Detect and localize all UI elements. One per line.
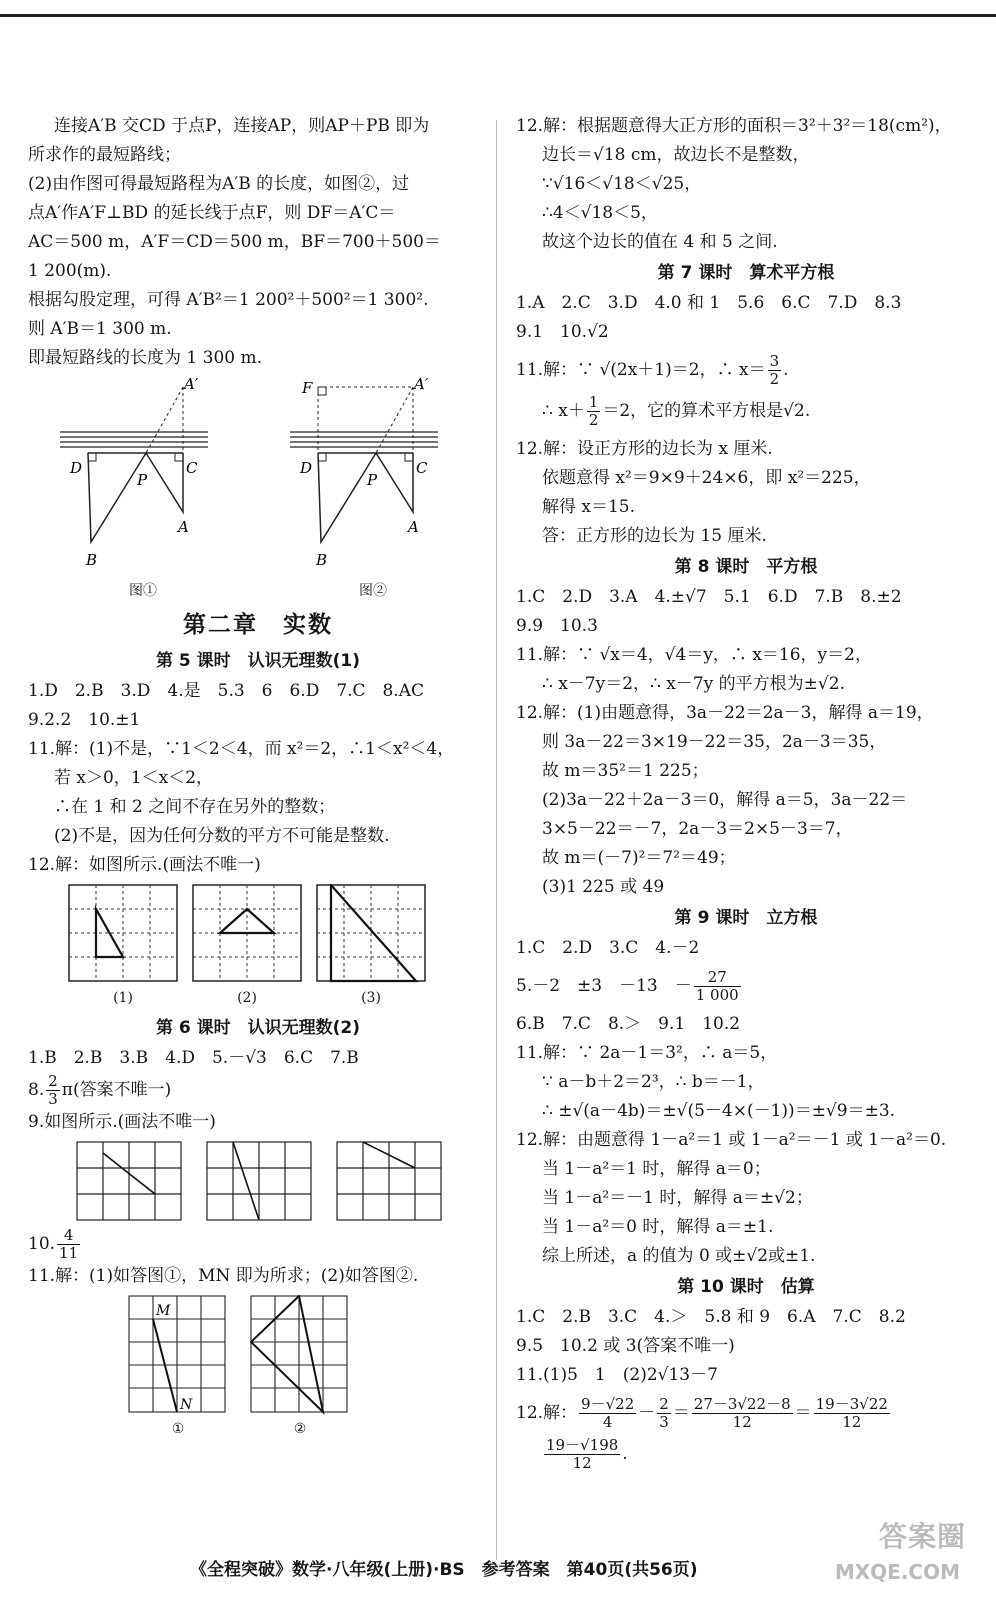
figure-caption: 图② (359, 583, 387, 599)
fraction (544, 1437, 620, 1472)
grid-figures-lesson6 (28, 1137, 488, 1227)
river-diagram-1 (58, 377, 228, 577)
answer-text: π(答案不唯一) (61, 1080, 172, 1100)
answer-line: 故这个边长的值在 4 和 5 之间. (542, 232, 778, 252)
label-M: M (156, 1303, 171, 1319)
lesson-title: 第 10 课时 估算 (677, 1277, 815, 1297)
answer-line: 若 x＞0，1＜x＜2， (54, 768, 214, 788)
grid-figure (68, 884, 178, 1008)
right-column (516, 112, 976, 1472)
fraction-denominator: 12 (572, 1454, 592, 1472)
grid-diagram-6 (336, 1141, 446, 1223)
label-B: B (86, 551, 98, 569)
answer-line: 故 m＝(－7)²＝7²＝49； (542, 848, 736, 868)
text-line: 连接A′B 交CD 于点P，连接AP，则AP＋PB 即为 (54, 116, 430, 136)
answer-line: 12.解：如图所示.(画法不唯一) (28, 855, 261, 875)
answer-line: 1.C 2.D 3.C 4.－2 (516, 938, 700, 958)
answer-line: 依题意得 x²＝9×9＋24×6，即 x²＝225， (542, 468, 871, 488)
lesson-title: 第 5 课时 认识无理数(1) (155, 651, 361, 671)
fraction-denominator: 11 (59, 1244, 79, 1262)
answer-line: ∴ ±√(a－4b)＝±√(5－4×(－1))＝±√9＝±3. (542, 1101, 896, 1121)
answer-line: 综上所述，a 的值为 0 或±√2或±1. (542, 1246, 816, 1266)
operator: ＝ (794, 1403, 812, 1423)
label-A-prime: A′ (184, 377, 199, 393)
answer-number: 8. (28, 1080, 45, 1100)
answer-line: 12.解：根据题意得大正方形的面积＝3²＋3²＝18(cm²)， (516, 116, 952, 136)
answer-line: (3)1 225 或 49 (542, 877, 665, 897)
fraction-numerator: 27 (694, 969, 741, 987)
fraction-numerator: 19－√198 (546, 1436, 619, 1454)
fraction (657, 1396, 671, 1431)
fraction (768, 353, 782, 388)
fraction-numerator: 2 (659, 1395, 669, 1413)
answer-line: ∵√16＜√18＜√25， (542, 174, 702, 194)
fraction-denominator: 2 (588, 411, 599, 429)
grid-caption: ① (171, 1421, 185, 1437)
fraction (57, 1227, 80, 1262)
figure-1 (58, 377, 228, 601)
fraction-denominator: 2 (769, 370, 780, 388)
fraction-numerator: 9－√22 (581, 1395, 635, 1413)
answer-line (28, 1227, 488, 1262)
grid-diagram-2 (192, 884, 302, 984)
label-P: P (137, 471, 148, 489)
fraction-denominator: 12 (842, 1413, 862, 1431)
answer-line: 答：正方形的边长为 15 厘米. (542, 526, 767, 546)
label-P: P (367, 471, 378, 489)
fraction-numerator: 4 (57, 1227, 80, 1245)
answer-text: ＝2，它的算术平方根是√2. (602, 401, 811, 421)
text-line: (2)由作图可得最短路程为A′B 的长度，如图②，过 (28, 174, 410, 194)
top-rule (0, 14, 996, 17)
grid-caption: (1) (113, 990, 133, 1006)
fraction-numerator: 19－3√22 (815, 1395, 888, 1413)
fraction (694, 969, 741, 1004)
answer-line: 12.解：由题意得 1－a²＝1 或 1－a²＝－1 或 1－a²＝0. (516, 1130, 947, 1150)
grid-figures-answer (28, 1291, 488, 1443)
answer-line: ∵ a－b＋2＝2³，∴ b＝－1， (542, 1072, 765, 1092)
grid-caption: (2) (237, 990, 257, 1006)
grid-diagram-5 (206, 1141, 316, 1223)
label-C: C (416, 459, 428, 477)
fraction-denominator: 3 (48, 1090, 58, 1108)
grid-diagram-triangle (250, 1295, 350, 1415)
operator: ＝ (672, 1403, 690, 1423)
answer-line: 9.1 10.√2 (516, 322, 609, 342)
text-line: 所求作的最短路线； (28, 145, 181, 165)
text-line: 即最短路线的长度为 1 300 m. (28, 348, 262, 368)
lesson-title: 第 9 课时 立方根 (674, 908, 818, 928)
grid-figure (316, 884, 426, 1008)
grid-caption: ② (293, 1421, 307, 1437)
fraction (814, 1396, 890, 1431)
answer-text: . (622, 1444, 628, 1464)
answer-line: 11.(1)5 1 (2)2√13－7 (516, 1365, 718, 1385)
answer-line (28, 1073, 488, 1108)
answer-line: (2)不是，因为任何分数的平方不可能是整数. (54, 826, 390, 846)
answer-line: 11.解：∵ 2a－1＝3²，∴ a＝5， (516, 1043, 778, 1063)
grid-diagram-3 (316, 884, 426, 984)
answer-line: 12.解：(1)由题意得，3a－22＝2a－3，解得 a＝19， (516, 703, 934, 723)
text-line: 1 200(m). (28, 261, 112, 281)
operator: － (638, 1403, 656, 1423)
grid-figure (128, 1295, 228, 1439)
answer-line: 边长＝√18 cm，故边长不是整数， (542, 145, 810, 165)
grid-figures-lesson5 (28, 880, 488, 1012)
page-footer: 《全程突破》数学·八年级(上册)·BS 参考答案 第40页(共56页) (190, 1560, 698, 1580)
fraction (692, 1396, 793, 1431)
answer-number: 10. (28, 1234, 56, 1254)
label-A: A (178, 518, 189, 536)
answer-line: 当 1－a²＝1 时，解得 a＝0； (542, 1159, 771, 1179)
label-D: D (70, 459, 83, 477)
answer-line: 9.如图所示.(画法不唯一) (28, 1112, 216, 1132)
answer-line (516, 1437, 976, 1472)
grid-diagram-4 (76, 1141, 186, 1223)
answer-line: ∴ x－7y＝2，∴ x－7y 的平方根为±√2. (542, 674, 845, 694)
answer-line: 当 1－a²＝－1 时，解得 a＝±√2； (542, 1188, 813, 1208)
lesson-title: 第 8 课时 平方根 (674, 557, 818, 577)
answer-line: 故 m＝35²＝1 225； (542, 761, 709, 781)
answer-line: 1.C 2.B 3.C 4.＞ 5.8 和 9 6.A 7.C 8.2 (516, 1307, 906, 1327)
fraction (579, 1396, 636, 1431)
answer-line: 9.9 10.3 (516, 616, 598, 636)
answer-text: 5.－2 ±3 －13 － (516, 976, 692, 996)
answer-line (516, 969, 976, 1004)
text-line: 点A′作A′F⊥BD 的延长线于点F，则 DF＝A′C＝ (28, 203, 396, 223)
answer-text: 12.解： (516, 1403, 578, 1423)
grid-figure (192, 884, 302, 1008)
label-F: F (302, 379, 313, 397)
label-D: D (300, 459, 313, 477)
watermark-url: MXQE.COM (834, 1560, 960, 1584)
lesson-title: 第 7 课时 算术平方根 (657, 263, 835, 283)
label-A-prime: A′ (414, 377, 429, 393)
answer-line: 1.B 2.B 3.B 4.D 5.－√3 6.C 7.B (28, 1048, 359, 1068)
answer-text: ∴ x＋ (542, 401, 585, 421)
answer-line: 解得 x＝15. (542, 497, 636, 517)
answer-line: 1.A 2.C 3.D 4.0 和 1 5.6 6.C 7.D 8.3 (516, 293, 902, 313)
answer-line: 11.解：(1)如答图①，MN 即为所求；(2)如答图②. (28, 1266, 419, 1286)
fraction-numerator: 3 (769, 352, 780, 370)
answer-line: 11.解：∵ √(2x＋1)＝2，∴ x＝ $\frac{3}{2}$ . (516, 352, 789, 388)
answer-line (516, 394, 976, 429)
fraction-denominator: 1 000 (695, 986, 739, 1004)
answer-line: 1.C 2.D 3.A 4.±√7 5.1 6.D 7.B 8.±2 (516, 587, 902, 607)
column-divider (496, 120, 497, 1560)
answer-line: ∴在 1 和 2 之间不存在另外的整数； (54, 797, 336, 817)
figure-caption: 图① (129, 583, 157, 599)
answer-line: ∴4＜√18＜5， (542, 203, 658, 223)
fraction-denominator: 12 (732, 1413, 752, 1431)
fraction-numerator: 1 (588, 393, 599, 411)
fraction-denominator: 3 (659, 1413, 669, 1431)
figure-2 (288, 377, 458, 601)
grid-diagram-mn (128, 1295, 228, 1415)
answer-line (516, 1396, 976, 1431)
fraction (46, 1073, 60, 1108)
grid-figure (250, 1295, 350, 1439)
answer-line: 9.2.2 10.±1 (28, 710, 141, 730)
label-B: B (316, 551, 328, 569)
label-C: C (186, 459, 198, 477)
river-figures (28, 373, 488, 605)
label-N: N (180, 1397, 193, 1413)
text-line: 根据勾股定理，可得 A′B²＝1 200²＋500²＝1 300². (28, 290, 429, 310)
lesson-title: 第 6 课时 认识无理数(2) (155, 1018, 361, 1038)
river-diagram-2 (288, 377, 458, 577)
answer-line: 6.B 7.C 8.＞ 9.1 10.2 (516, 1014, 741, 1034)
left-column (28, 112, 488, 1443)
answer-line: 11.解：(1)不是，∵1＜2＜4，而 x²＝2，∴1＜x²＜4， (28, 739, 455, 759)
answer-line: 1.D 2.B 3.D 4.是 5.3 6 6.D 7.C 8.AC (28, 681, 425, 701)
grid-caption: (3) (361, 990, 381, 1006)
answer-line: 则 3a－22＝3×19－22＝35，2a－3＝35， (542, 732, 887, 752)
fraction (587, 394, 601, 429)
label-A: A (408, 518, 419, 536)
fraction-denominator: 4 (602, 1413, 613, 1431)
answer-line: 9.5 10.2 或 3(答案不唯一) (516, 1336, 735, 1356)
chapter-title: 第二章 实数 (183, 612, 333, 638)
text-line: 则 A′B＝1 300 m. (28, 319, 172, 339)
answer-line: (2)3a－22＋2a－3＝0，解得 a＝5，3a－22＝ (542, 790, 908, 810)
fraction-numerator: 2 (48, 1072, 58, 1090)
answer-line: 当 1－a²＝0 时，解得 a＝±1. (542, 1217, 774, 1237)
answer-line: 11.解：∵ √x＝4，√4＝y，∴ x＝16，y＝2， (516, 645, 872, 665)
answer-text: 11.解：∵ √(2x＋1)＝2，∴ x＝ (516, 360, 766, 380)
answer-line: 12.解：设正方形的边长为 x 厘米. (516, 439, 773, 459)
answer-line: 3×5－22＝－7，2a－3＝2×5－3＝7， (542, 819, 853, 839)
text-line: AC＝500 m，A′F＝CD＝500 m，BF＝700＋500＝ (28, 232, 441, 252)
fraction-numerator: 27－3√22－8 (693, 1395, 791, 1413)
grid-diagram-1 (68, 884, 178, 984)
watermark-logo: 答案圈 (878, 1520, 966, 1553)
